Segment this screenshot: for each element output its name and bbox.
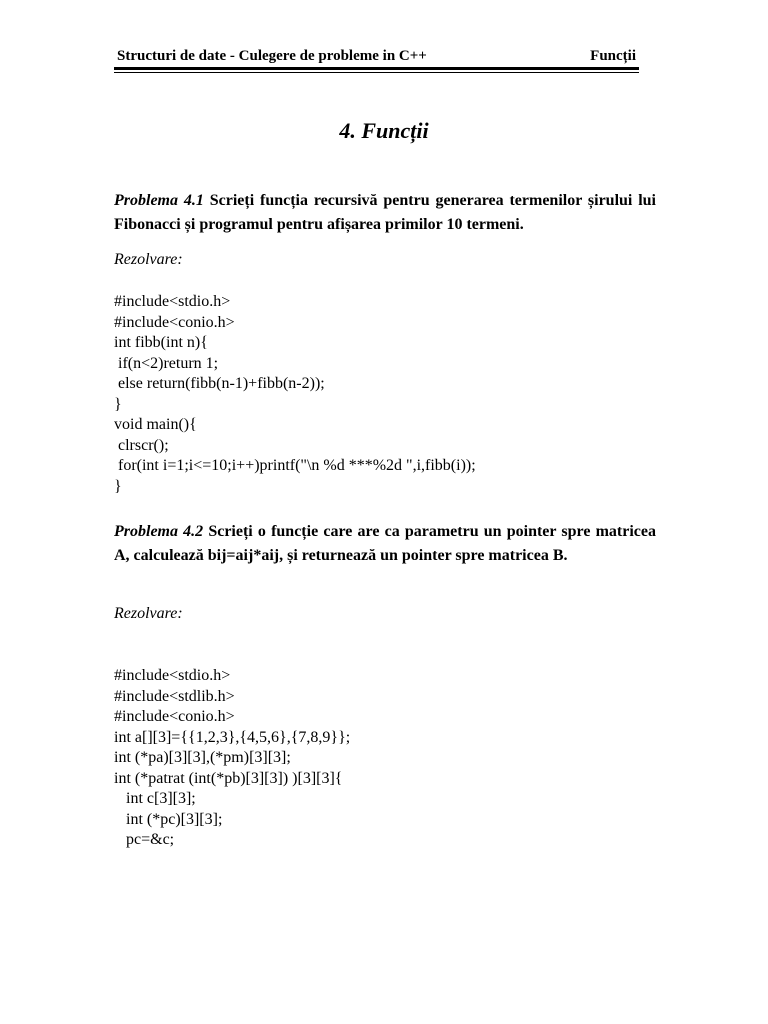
code-line: #include<conio.h> bbox=[114, 708, 235, 725]
solution-label: Rezolvare: bbox=[114, 605, 183, 622]
running-header bbox=[114, 46, 638, 68]
code-line: else return(fibb(n-1)+fibb(n-2)); bbox=[114, 375, 325, 392]
header-rule-thin bbox=[114, 72, 639, 73]
code-line: } bbox=[114, 395, 122, 413]
code-line: if(n<2)return 1; bbox=[114, 354, 219, 372]
code-line: int (*pa)[3][3],(*pm)[3][3]; bbox=[114, 749, 291, 766]
chapter-title: 4. Funcții bbox=[339, 118, 429, 143]
code-listing-4-1 bbox=[114, 292, 476, 497]
code-line: clrscr(); bbox=[114, 436, 169, 454]
header-rule-thick bbox=[114, 67, 639, 70]
code-line: int (*patrat (int(*pb)[3][3]) )[3][3]{ bbox=[114, 769, 343, 787]
code-listing-4-2 bbox=[114, 666, 350, 851]
code-line: int fibb(int n){ bbox=[114, 334, 208, 351]
code-line: void main(){ bbox=[114, 416, 197, 433]
solution-label: Rezolvare: bbox=[114, 251, 183, 268]
book-title: Structuri de date - Culegere de probleme in C++ bbox=[117, 48, 427, 64]
code-line: #include<stdio.h> bbox=[114, 293, 231, 310]
problem-4-1 bbox=[114, 189, 656, 237]
code-line: #include<conio.h> bbox=[114, 313, 235, 331]
code-line: pc=&c; bbox=[114, 831, 175, 848]
problem-statement: Scrieți o funcție care are ca parametru un pointer spre matricea A, calculează bij=aij*aij, și returnează un pointer spre matricea B. bbox=[114, 523, 656, 564]
problem-label: Problema 4.1 bbox=[114, 192, 204, 209]
code-line: for(int i=1;i<=10;i++)printf("\n %d ***%2d ",i,fibb(i)); bbox=[114, 457, 476, 474]
code-line: int c[3][3]; bbox=[114, 790, 196, 807]
problem-4-2 bbox=[114, 520, 656, 568]
code-line: int (*pc)[3][3]; bbox=[114, 810, 223, 828]
code-line: int a[][3]={{1,2,3},{4,5,6},{7,8,9}}; bbox=[114, 728, 351, 746]
header-chapter-name: Funcții bbox=[590, 48, 636, 64]
problem-statement: Scrieți funcția recursivă pentru generarea termenilor șirului lui Fibonacci și programul pentru afișarea primilor 10 termeni. bbox=[114, 192, 656, 233]
problem-label: Problema 4.2 bbox=[114, 523, 204, 540]
code-line: #include<stdlib.h> bbox=[114, 687, 235, 705]
code-line: } bbox=[114, 477, 122, 495]
code-line: #include<stdio.h> bbox=[114, 667, 231, 684]
